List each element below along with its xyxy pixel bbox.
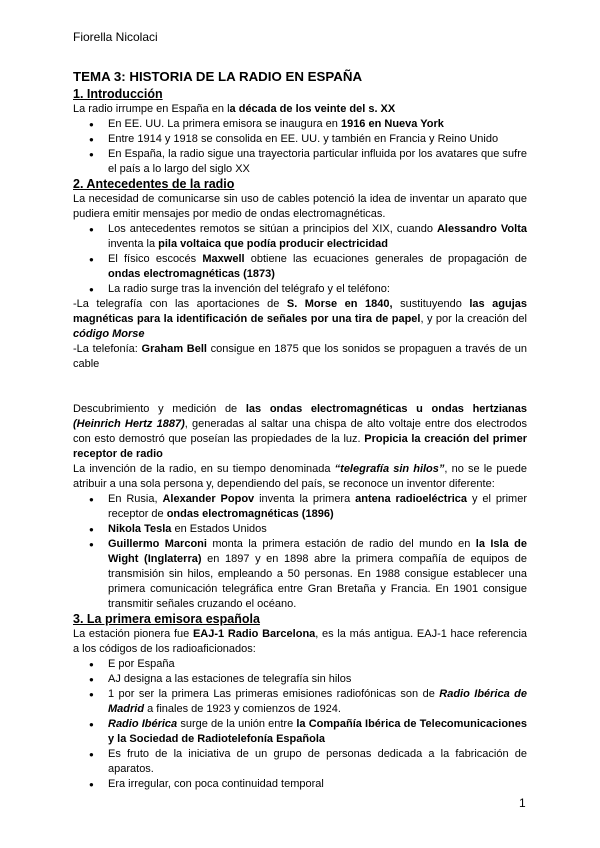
- intro-bold: a década de los veinte del s. XX: [229, 103, 396, 115]
- item-bold: la Isla de Wight (Inglaterra): [108, 538, 527, 565]
- item-text: inventa la: [108, 238, 159, 250]
- section-3-list: [73, 657, 527, 792]
- intro-text: La radio irrumpe en España en l: [73, 103, 230, 115]
- list-item: ● Era irregular, con poca continuidad temporal: [108, 777, 527, 792]
- section-2-paragraph: La necesidad de comunicarse sin uso de cables potenció la idea de inventar un aparato que pudiera emitir mensajes por medio de ondas electromagnéticas.: [73, 193, 527, 220]
- item-bold: pila voltaica que podía producir electricidad: [158, 238, 388, 250]
- item-bold: Alexander Popov: [162, 493, 255, 505]
- list-item: [108, 492, 527, 522]
- item-text: El físico escocés: [108, 253, 203, 265]
- text: -La telegrafía con las aportaciones de: [73, 298, 287, 310]
- section-1-heading: 1. Introducción: [73, 87, 163, 101]
- item-bold-italic: Radio Ibérica de Madrid: [108, 688, 527, 715]
- item-bold: ondas electromagnéticas (1896): [166, 508, 334, 520]
- list-item: ● E por España: [108, 657, 527, 672]
- item-text: en Estados Unidos: [171, 523, 267, 535]
- bold-italic-text: “telegrafía sin hilos”: [334, 463, 445, 475]
- item-bold: 1916 en Nueva York: [340, 118, 444, 130]
- telephony-paragraph: [73, 342, 527, 372]
- inventors-list: [73, 492, 527, 612]
- text: Descubrimiento y medición de: [73, 403, 246, 415]
- item-text: En Rusia,: [108, 493, 163, 505]
- section-2-list: [73, 222, 527, 297]
- document-body: [73, 68, 527, 792]
- invention-paragraph: [73, 462, 527, 492]
- author-header: Fiorella Nicolaci: [73, 30, 158, 44]
- list-item: ● Entre 1914 y 1918 se consolida en EE. UU. y también en Francia y Reino Unido: [108, 132, 527, 147]
- item-text: 1 por ser la primera Las primeras emisiones radiofónicas son de: [108, 688, 440, 700]
- item-text: surge de la unión entre: [177, 718, 297, 730]
- text: consigue en 1875 que los sonidos se propaguen a través de un cable: [73, 343, 527, 370]
- text: La estación pionera fue: [73, 628, 193, 640]
- bold-text: las ondas electromagnéticas u ondas hertzianas: [245, 403, 528, 415]
- section-2-heading: 2. Antecedentes de la radio: [73, 177, 235, 191]
- item-bold: la Compañía Ibérica de Telecomunicaciones y la Sociedad de Radiotelefonía Española: [108, 718, 528, 745]
- item-bold: Guillermo Marconi: [108, 538, 207, 550]
- list-item: [108, 252, 527, 282]
- bold-italic-text: código Morse: [73, 328, 145, 340]
- section-1-intro: [73, 102, 527, 117]
- bold-text: EAJ-1 Radio Barcelona: [192, 628, 316, 640]
- bold-text: Graham Bell: [141, 343, 207, 355]
- list-item: ● AJ designa a las estaciones de telegrafía sin hilos: [108, 672, 527, 687]
- item-text: Los antecedentes remotos se sitúan a principios del XIX, cuando: [108, 223, 437, 235]
- item-bold-italic: Radio Ibérica: [108, 718, 178, 730]
- item-bold: antena radioeléctrica: [355, 493, 468, 505]
- item-bold: ondas electromagnéticas (1873): [108, 268, 275, 280]
- list-item: [108, 117, 527, 132]
- list-item: [108, 222, 527, 252]
- text: , generadas al saltar una chispa de alto voltaje entre dos electrodos con esto demostró que poseían las propiedades de la luz.: [73, 418, 527, 445]
- section-1-list: [73, 117, 527, 177]
- list-item: ● Es fruto de la iniciativa de un grupo de personas dedicada a la fabricación de aparatos.: [108, 747, 527, 777]
- item-text: en 1897 y en 1898 abre la primera compañía de equipos de transmisión sin hilos, empleando a 50 personas. En 1988 consigue establecer una primera comunicación telegráfica entre Gran Bretaña y Francia. En 1901 consigue transmitir señales cruzando el océano.: [108, 553, 527, 610]
- page-title: TEMA 3: HISTORIA DE LA RADIO EN ESPAÑA: [73, 69, 363, 84]
- item-bold: Maxwell: [202, 253, 245, 265]
- item-text: inventa la primera: [254, 493, 356, 505]
- list-item: [108, 522, 527, 537]
- telegraphy-paragraph: [73, 297, 527, 342]
- item-bold: Alessandro Volta: [436, 223, 527, 235]
- item-text: obtiene las ecuaciones generales de propagación de: [244, 253, 527, 265]
- item-text: y el primer receptor de: [108, 493, 527, 520]
- item-bold: Nikola Tesla: [108, 523, 172, 535]
- item-text: En EE. UU. La primera emisora se inaugura en: [108, 118, 341, 130]
- item-text: a finales de 1923 y comienzos de 1924.: [144, 703, 341, 715]
- spacer: [73, 372, 527, 387]
- section-3-heading: 3. La primera emisora española: [73, 612, 260, 626]
- list-item: ● En España, la radio sigue una trayectoria particular influida por los avatares que sufre el país a lo largo del siglo XX: [108, 147, 527, 177]
- text: , no se le puede atribuir a una sola persona y, dependiendo del país, se reconoce un inventor diferente:: [73, 463, 527, 490]
- bold-text: S. Morse en 1840,: [286, 298, 393, 310]
- list-item: ● La radio surge tras la invención del telégrafo y el teléfono:: [108, 282, 527, 297]
- text: -La telefonía:: [73, 343, 142, 355]
- list-item: [108, 537, 527, 612]
- text: La invención de la radio, en su tiempo denominada: [73, 463, 335, 475]
- text: , y por la creación del: [420, 313, 527, 325]
- list-item: [108, 687, 527, 717]
- spacer: [73, 387, 527, 402]
- bold-text: las agujas magnéticas para la identificación de señales por una tira de papel: [73, 298, 528, 325]
- bold-text: Propicia la creación del primer receptor de radio: [73, 433, 527, 460]
- text: sustituyendo: [392, 298, 470, 310]
- list-item: [108, 717, 527, 747]
- section-3-paragraph: [73, 627, 527, 657]
- text: , es la más antigua. EAJ-1 hace referencia a los códigos de los radioaficionados:: [73, 628, 527, 655]
- hertz-paragraph: [73, 402, 527, 462]
- bold-italic-text: (Heinrich Hertz 1887): [73, 418, 185, 430]
- item-text: monta la primera estación de radio del mundo en: [206, 538, 476, 550]
- page-number: 1: [519, 796, 526, 810]
